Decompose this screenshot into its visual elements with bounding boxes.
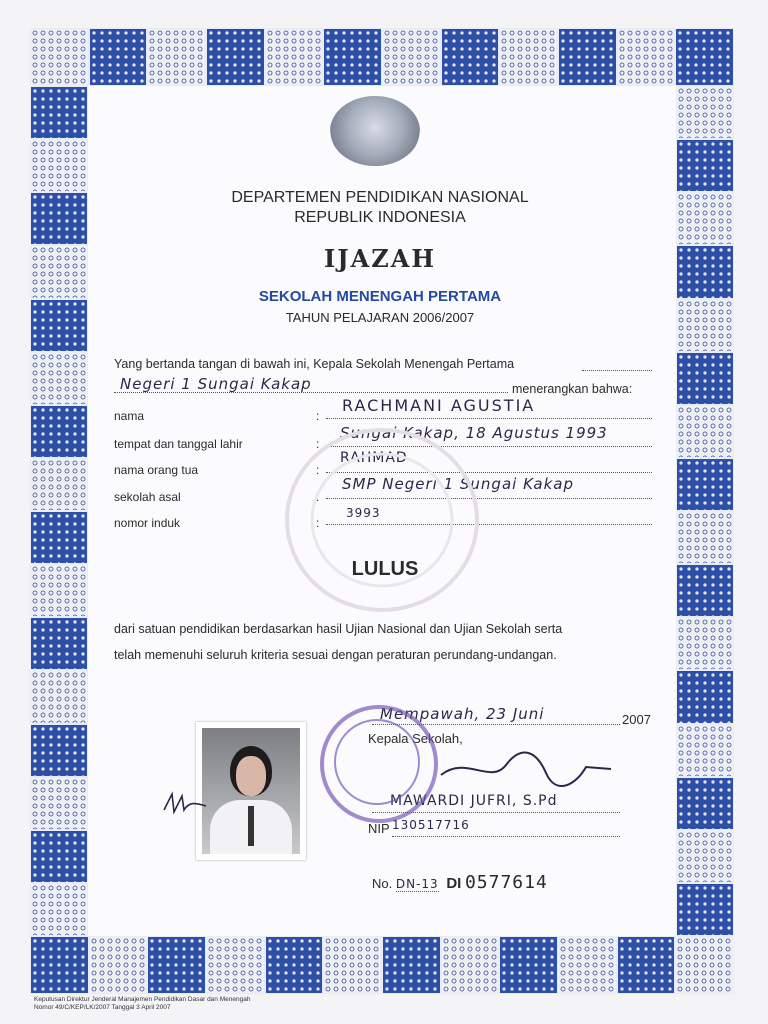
border-tile <box>265 28 324 86</box>
border-tile <box>676 245 734 298</box>
school-year: TAHUN PELAJARAN 2006/2007 <box>285 310 475 325</box>
border-strip <box>676 86 734 936</box>
place-date-handwritten: Mempawah, 23 Juni <box>380 705 545 723</box>
field-colon: : <box>316 409 320 423</box>
border-tile <box>30 724 88 777</box>
intro-text: Yang bertanda tangan di bawah ini, Kepala Sekolah Menengah Pertama <box>114 357 515 371</box>
border-tile <box>30 458 88 511</box>
border-tile <box>676 617 734 670</box>
border-tile <box>558 936 617 994</box>
statement-line-1: dari satuan pendidikan berdasarkan hasil Ujian Nasional dan Ujian Sekolah serta <box>114 622 563 636</box>
field-colon: : <box>316 490 320 504</box>
border-tile <box>30 883 88 936</box>
field-colon: : <box>316 437 320 451</box>
border-tile <box>382 936 441 994</box>
border-tile <box>30 405 88 458</box>
principal-signature-icon <box>436 745 616 795</box>
field-colon: : <box>316 463 320 477</box>
border-tile <box>89 936 148 994</box>
border-tile <box>30 352 88 405</box>
border-tile <box>30 299 88 352</box>
border-tile <box>499 936 558 994</box>
border-tile <box>676 86 734 139</box>
border-tile <box>675 28 734 86</box>
border-tile <box>30 670 88 723</box>
border-tile <box>30 28 89 86</box>
principal-name: MAWARDI JUFRI, S.Pd <box>390 793 558 809</box>
result-lulus: LULUS <box>351 558 419 580</box>
student-photo <box>196 722 306 860</box>
ministry-line-1: DEPARTEMEN PENDIDIKAN NASIONAL <box>231 189 529 206</box>
border-tile <box>617 28 676 86</box>
border-tile <box>323 28 382 86</box>
field-label-induk: nomor induk <box>114 516 181 530</box>
intro-suffix: menerangkan bahwa: <box>512 382 633 396</box>
border-tile <box>675 936 734 994</box>
border-tile <box>676 564 734 617</box>
document-title: IJAZAH <box>323 244 437 273</box>
serial-number <box>372 872 548 893</box>
border-strip <box>30 28 734 86</box>
border-tile <box>676 192 734 245</box>
border-tile <box>676 724 734 777</box>
border-tile <box>676 670 734 723</box>
border-tile <box>30 192 88 245</box>
serial-prefix: No. <box>372 876 393 891</box>
border-tile <box>676 139 734 192</box>
border-tile <box>499 28 558 86</box>
photo-initial-signature-icon <box>160 790 210 820</box>
border-tile <box>617 936 676 994</box>
border-tile <box>676 511 734 564</box>
signature-role: Kepala Sekolah, <box>368 731 463 746</box>
border-tile <box>30 86 88 139</box>
border-tile <box>89 28 148 86</box>
garuda-emblem-icon <box>330 96 420 166</box>
serial-code: DN-13 <box>395 877 439 891</box>
border-tile <box>147 28 206 86</box>
field-value-ttl: Sungai Kakap, 18 Agustus 1993 <box>340 424 608 442</box>
school-name-handwritten: Negeri 1 Sungai Kakap <box>120 375 312 393</box>
student-photo-image <box>202 728 300 854</box>
footnote-line-1: Keputusan Direktur Jenderal Manajemen Pendidikan Dasar dan Menengah <box>34 996 251 1003</box>
nip-label: NIP <box>368 821 390 836</box>
border-tile <box>147 936 206 994</box>
border-tile <box>676 299 734 352</box>
border-tile <box>441 28 500 86</box>
border-tile <box>676 352 734 405</box>
field-value-induk: 3993 <box>346 506 381 520</box>
border-strip <box>30 86 88 936</box>
ministry-line-2: REPUBLIK INDONESIA <box>294 209 466 226</box>
border-tile <box>323 936 382 994</box>
nip-value: 130517716 <box>392 818 470 832</box>
field-label-ortu: nama orang tua <box>114 463 199 477</box>
border-tile <box>30 830 88 883</box>
field-colon: : <box>316 516 320 530</box>
border-tile <box>558 28 617 86</box>
border-tile <box>676 883 734 936</box>
serial-value: 0577614 <box>464 872 548 893</box>
border-tile <box>676 777 734 830</box>
border-tile <box>30 777 88 830</box>
intro-dotline <box>582 370 652 371</box>
border-tile <box>676 830 734 883</box>
border-tile <box>265 936 324 994</box>
serial-series: DI <box>446 875 462 892</box>
border-tile <box>206 936 265 994</box>
school-stamp-inner-icon <box>334 719 420 805</box>
border-tile <box>30 617 88 670</box>
watermark-emblem-icon <box>262 420 502 620</box>
border-tile <box>382 28 441 86</box>
border-tile <box>676 458 734 511</box>
field-dotline <box>326 418 652 419</box>
field-value-sekolah: SMP Negeri 1 Sungai Kakap <box>342 475 574 493</box>
ministry-heading <box>160 188 600 228</box>
statement-line-2: telah memenuhi seluruh kriteria sesuai dengan peraturan perundang-undangan. <box>114 648 557 662</box>
border-tile <box>30 511 88 564</box>
border-tile <box>676 405 734 458</box>
border-strip <box>30 936 734 994</box>
border-tile <box>30 245 88 298</box>
border-tile <box>441 936 500 994</box>
border-tile <box>30 564 88 617</box>
border-tile <box>206 28 265 86</box>
footnote <box>34 996 250 1012</box>
field-label-sekolah: sekolah asal <box>114 490 181 504</box>
border-tile <box>30 139 88 192</box>
nip-dotline <box>392 836 620 837</box>
school-name-dotline <box>114 392 508 393</box>
border-tile <box>30 936 89 994</box>
field-label-ttl: tempat dan tanggal lahir <box>114 437 243 451</box>
field-value-nama: RACHMANI AGUSTIA <box>342 396 536 415</box>
field-label-nama: nama <box>114 409 145 423</box>
school-level: SEKOLAH MENENGAH PERTAMA <box>258 288 502 305</box>
field-value-ortu: RAHMAD <box>340 450 408 466</box>
footnote-line-2: Nomor 49/C/KEP/LK/2007 Tanggal 3 April 2007 <box>34 1004 171 1011</box>
signature-year: 2007 <box>622 712 651 727</box>
